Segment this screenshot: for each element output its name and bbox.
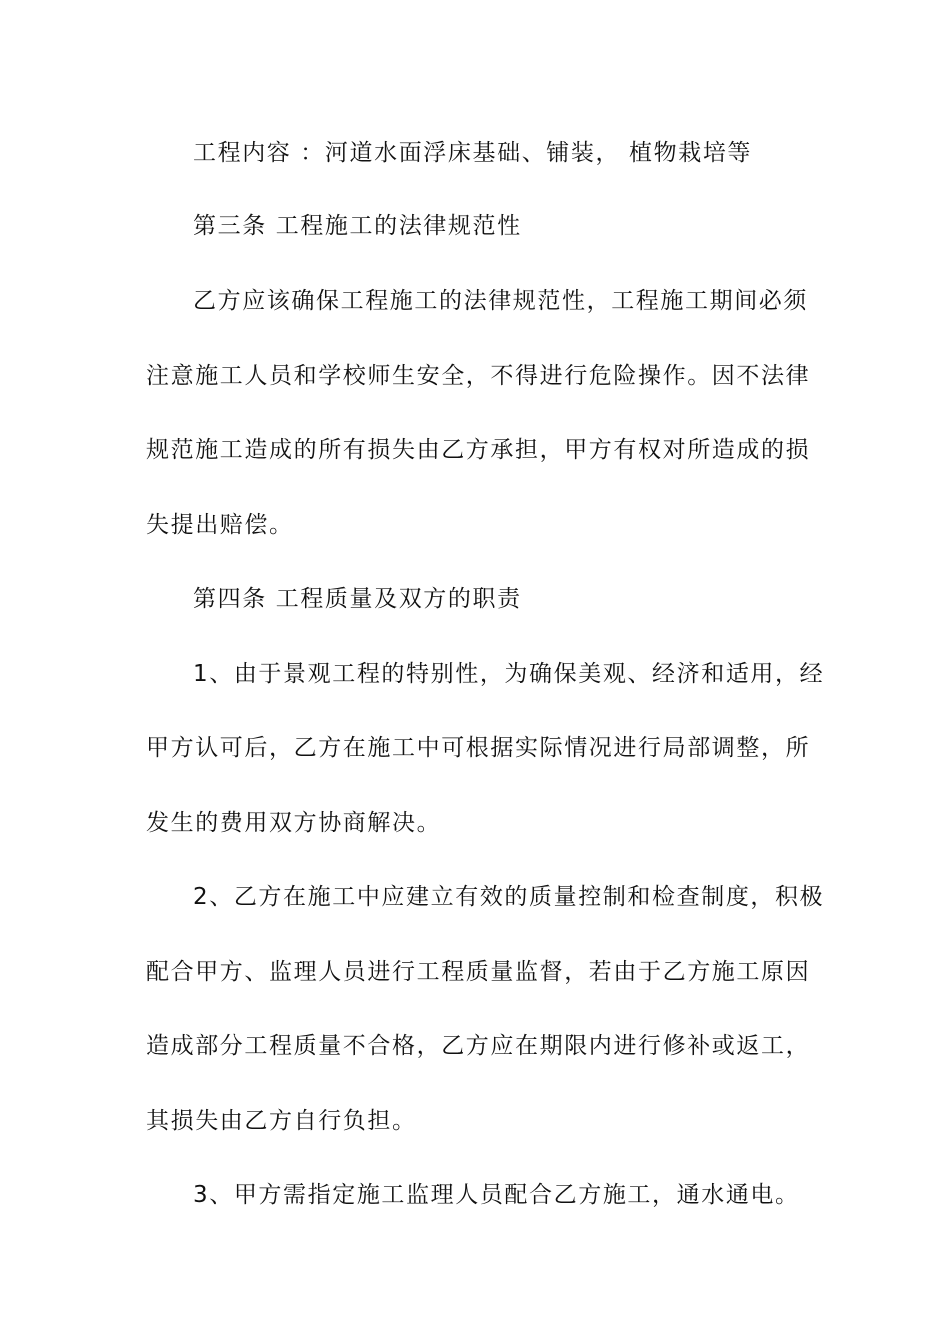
clause-one-line-1: 1、由于景观工程的特别性，为确保美观、经济和适用，经 bbox=[193, 661, 825, 687]
article-three-paragraph-line-2: 注意施工人员和学校师生安全，不得进行危险操作。因不法律 bbox=[146, 363, 811, 389]
article-three-paragraph-line-1: 乙方应该确保工程施工的法律规范性，工程施工期间必须 bbox=[193, 288, 808, 314]
article-three-paragraph-line-4: 失提出赔偿。 bbox=[146, 512, 294, 538]
clause-one-line-2: 甲方认可后，乙方在施工中可根据实际情况进行局部调整，所 bbox=[146, 735, 811, 761]
article-three-heading: 第三条 工程施工的法律规范性 bbox=[193, 213, 522, 239]
clause-one-line-3: 发生的费用双方协商解决。 bbox=[146, 810, 442, 836]
clause-three-line-1: 3、甲方需指定施工监理人员配合乙方施工，通水通电。 bbox=[193, 1182, 800, 1208]
clause-two-line-1: 2、乙方在施工中应建立有效的质量控制和检查制度，积极 bbox=[193, 884, 825, 910]
clause-two-line-4: 其损失由乙方自行负担。 bbox=[146, 1108, 417, 1134]
article-three-paragraph-line-3: 规范施工造成的所有损失由乙方承担，甲方有权对所造成的损 bbox=[146, 437, 811, 463]
project-content-line: 工程内容 ：河道水面浮床基础、铺装， 植物栽培等 bbox=[193, 140, 753, 166]
article-four-heading: 第四条 工程质量及双方的职责 bbox=[193, 586, 522, 612]
clause-two-line-3: 造成部分工程质量不合格，乙方应在期限内进行修补或返工， bbox=[146, 1033, 811, 1059]
clause-two-line-2: 配合甲方、监理人员进行工程质量监督，若由于乙方施工原因 bbox=[146, 959, 811, 985]
